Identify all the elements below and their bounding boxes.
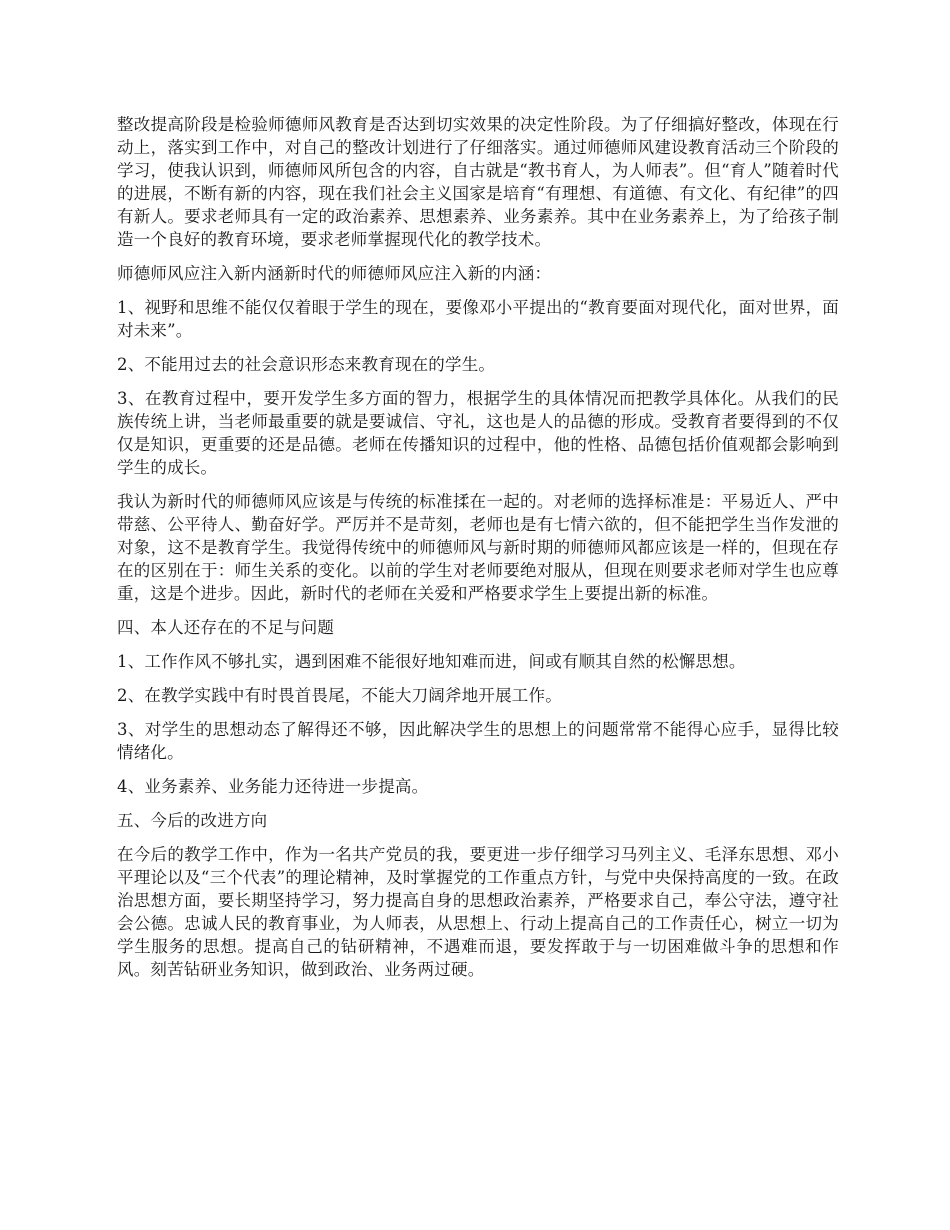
list-item-shortcoming-2: 2、在教学实践中有时畏首畏尾，不能大刀阔斧地开展工作。 — [117, 686, 562, 705]
list-item-connotation-3: 3、在教育过程中，要开发学生多方面的智力，根据学生的具体情况而把教学具体化。从我们的民族传统上讲，当老师最重要的就是要诚信、守礼，这也是人的品德的形成。受教育者要得到的不仅仅是知识，更重要的还是品德。老师在传播知识的过程中，他的性格、品德包括价值观都会影响到学生的成长。 — [117, 389, 839, 477]
section-heading-improvement: 五、今后的改进方向 — [117, 811, 268, 830]
paragraph-intro: 整改提高阶段是检验师德师风教育是否达到切实效果的决定性阶段。为了仔细搞好整改，体现在行动上，落实到工作中，对自己的整改计划进行了仔细落实。通过师德师风建设教育活动三个阶段的学习，使我认识到，师德师风所包含的内容，自古就是“教书育人，为人师表”。但“育人”随着时代的进展，不断有新的内容，现在我们社会主义国家是培育“有理想、有道德、有文化、有纪律”的四有新人。要求老师具有一定的政治素养、思想素养、业务素养。其中在业务素养上，为了给孩子制造一个良好的教育环境，要求老师掌握现代化的教学技术。 — [117, 115, 839, 249]
document-body — [117, 113, 839, 992]
paragraph-new-connotation-heading: 师德师风应注入新内涵新时代的师德师风应注入新的内涵： — [117, 264, 552, 283]
list-item-shortcoming-1: 1、工作作风不够扎实，遇到困难不能很好地知难而进，间或有顺其自然的松懈思想。 — [117, 652, 746, 671]
section-heading-shortcomings: 四、本人还存在的不足与问题 — [117, 618, 335, 637]
list-item-shortcoming-3: 3、对学生的思想动态了解得还不够，因此解决学生的思想上的问题常常不能得心应手，显得比较情绪化。 — [117, 720, 839, 762]
paragraph-standards: 我认为新时代的师德师风应该是与传统的标准揉在一起的。对老师的选择标准是：平易近人、严中带慈、公平待人、勤奋好学。严厉并不是苛刻，老师也是有七情六欲的，但不能把学生当作发泄的对象，这不是教育学生。我觉得传统中的师德师风与新时期的师德师风都应该是一样的，但现在存在的区别在于：师生关系的变化。以前的学生对老师要绝对服从，但现在则要求老师对学生也应尊重，这是个进步。因此，新时代的老师在关爱和严格要求学生上要提出新的标准。 — [117, 492, 839, 603]
paragraph-improvement: 在今后的教学工作中，作为一名共产党员的我，要更进一步仔细学习马列主义、毛泽东思想、邓小平理论以及“三个代表”的理论精神，及时掌握党的工作重点方针，与党中央保持高度的一致。在政治思想方面，要长期坚持学习，努力提高自身的思想政治素养，严格要求自己，奉公守法，遵守社会公德。忠诚人民的教育事业，为人师表，从思想上、行动上提高自己的工作责任心，树立一切为学生服务的思想。提高自己的钻研精神，不遇难而退，要发挥敢于与一切困难做斗争的思想和作风。刻苦钻研业务知识，做到政治、业务两过硬。 — [117, 845, 839, 979]
list-item-connotation-1: 1、视野和思维不能仅仅着眼于学生的现在，要像邓小平提出的“教育要面对现代化，面对世界，面对未来”。 — [117, 298, 839, 340]
list-item-connotation-2: 2、不能用过去的社会意识形态来教育现在的学生。 — [117, 355, 496, 374]
list-item-shortcoming-4: 4、业务素养、业务能力还待进一步提高。 — [117, 777, 429, 796]
